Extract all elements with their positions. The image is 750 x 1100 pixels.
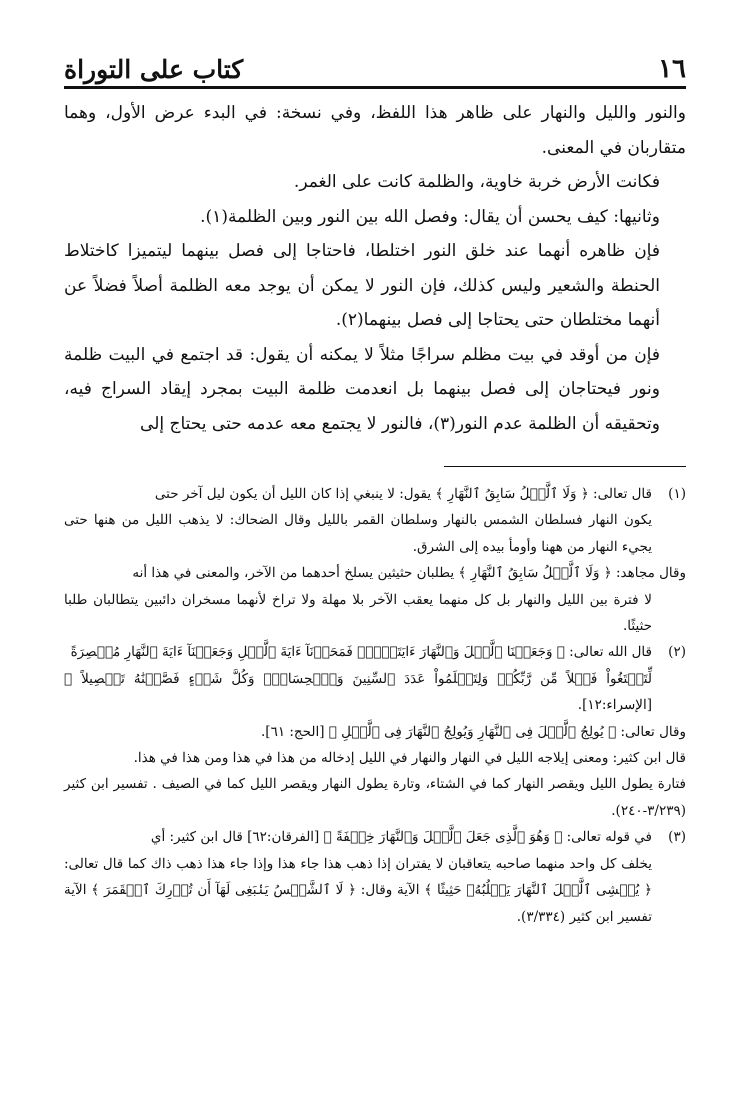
footnote-2-continuation: لِّتَبۡتَغُواْ فَضۡلاً مِّن رَّبِّكُمۡ وَلِتَعۡلَمُواْ عَدَدَ ٱلسِّنِينَ وَٱلۡحِسَابَۚ وَكُلَّ شَيۡءٍ فَصَّلۡنَٰهُ تَفۡصِيلاً ﴾ [الإسراء:١٢]. (64, 670, 652, 714)
footnotes (64, 481, 686, 930)
body-paragraph-5: فإن من أوقد في بيت مظلم سراجًا مثلاً لا يمكنه أن يقول: قد اجتمع في البيت ظلمة ونور فيحتاجان إلى فصل بينهما بل انعدمت ظلمة البيت بمجرد إيقاد السراج فيه، وتحقيقه أن الظلمة عدم النور(٣)، فالنور لا يجتمع معه عدمه حتى يحتاج إلى (64, 344, 660, 434)
running-title: كتاب على التوراة (64, 55, 244, 84)
body-paragraph-3: وثانيها: كيف يحسن أن يقال: وفصل الله بين النور وبين الظلمة(١). (200, 206, 660, 227)
footnote-text: قال تعالى: ﴿ وَلَا ٱلَّيۡلُ سَابِقُ ٱلنَّهَارِ ﴾ يقول: لا ينبغي إذا كان الليل أن يكون ليل آخر حتى (154, 486, 652, 502)
footnote-text: قال الله تعالى: ﴿ وَجَعَلۡنَا ٱلَّيۡلَ وَٱلنَّهَارَ ءَايَتَيۡنِۖ فَمَحَوۡنَآ ءَايَةَ ٱلَّيۡلِ وَجَعَلۡنَآ ءَايَةَ ٱلنَّهَارِ مُبۡصِرَةً (70, 644, 652, 661)
page-header (64, 48, 686, 89)
footnote-2-ibn-kathir-2: فتارة يطول الليل ويقصر النهار كما في الشتاء، وتارة يطول النهار ويقصر الليل كما في الصيف . تفسير ابن كثير (٣/٢٣٩-٢٤٠). (64, 776, 686, 819)
footnote-number: (٢) (668, 644, 686, 661)
main-text (64, 96, 686, 441)
footnote-1-mujahid-continuation: لا فترة بين الليل والنهار بل كل منهما يعقب الآخر بلا مهلة ولا تراخ لأنهما مسخران دائبين يتطالبان طلبا حثيثًا. (64, 591, 652, 635)
footnote-text: في قوله تعالى: ﴿ وَهُوَ ٱلَّذِى جَعَلَ ٱلَّيۡلَ وَٱلنَّهَارَ خِلۡفَةً ﴾ [الفرقان:٦٢] قال ابن كثير: أي (150, 829, 652, 846)
body-paragraph-1: والنور والليل والنهار على ظاهر هذا اللفظ، وفي نسخة: في البدء عرض الأول، وهما متقاربان في المعنى. (64, 103, 686, 158)
footnote-divider (444, 466, 686, 467)
footnote-3-continuation: يخلف كل واحد منهما صاحبه يتعاقبان لا يفتران إذا ذهب هذا جاء هذا وإذا جاء هذا ذهب ذاك كما قال تعالى: ﴿ يُغۡشِى ٱلَّيۡلَ ٱلنَّهَارَ يَطۡلُبُهُۥ حَثِيثًا ﴾ الآية وقال: ﴿ لَا ٱلشَّمۡسُ يَنۢبَغِى لَهَآ أَن تُدۡرِكَ ٱلۡقَمَرَ ﴾ الآية تفسير ابن كثير (٣/٣٣٤). (64, 855, 652, 925)
footnote-number: (٣) (668, 829, 686, 846)
footnote-2-ibn-kathir: قال ابن كثير: ومعنى إيلاجه الليل في النهار والنهار في الليل إدخاله من هذا في هذا ومن هذا في هذا. (133, 750, 686, 767)
footnote-1-mujahid: وقال مجاهد: ﴿ وَلَا ٱلَّيۡلُ سَابِقُ ٱلنَّهَارِ ﴾ يطلبان حثيثين يسلخ أحدهما من الآخر، والمعنى في هذا أنه (132, 565, 686, 582)
footnote-2 (64, 639, 686, 665)
footnote-1-continuation: يكون النهار فسلطان الشمس بالنهار وسلطان القمر بالليل وقال الضحاك: لا يذهب الليل من هنها حتى يجيء النهار من ههنا وأومأ بيده إلى الشرق. (64, 512, 652, 555)
page-number: ١٦ (658, 54, 686, 84)
body-paragraph-2: فكانت الأرض خربة خاوية، والظلمة كانت على الغمر. (293, 172, 660, 192)
footnote-number: (١) (668, 486, 686, 502)
footnote-1 (64, 481, 686, 507)
footnote-3 (64, 824, 686, 850)
footnote-2-hajj: وقال تعالى: ﴿ يُولِجُ ٱلَّيۡلَ فِى ٱلنَّهَارِ وَيُولِجُ ٱلنَّهَارَ فِى ٱلَّيۡلِ ﴾ [الحج: ٦١]. (261, 723, 686, 740)
body-paragraph-4: فإن ظاهره أنهما عند خلق النور اختلطا، فاحتاجا إلى فصل بينهما ليتميزا كاختلاط الحنطة والشعير وليس كذلك، فإن النور لا يمكن أن يوجد معه الظلمة أصلاً فضلاً عن أنهما مختلطان حتى يحتاجا إلى فصل بينهما(٢). (64, 241, 660, 330)
